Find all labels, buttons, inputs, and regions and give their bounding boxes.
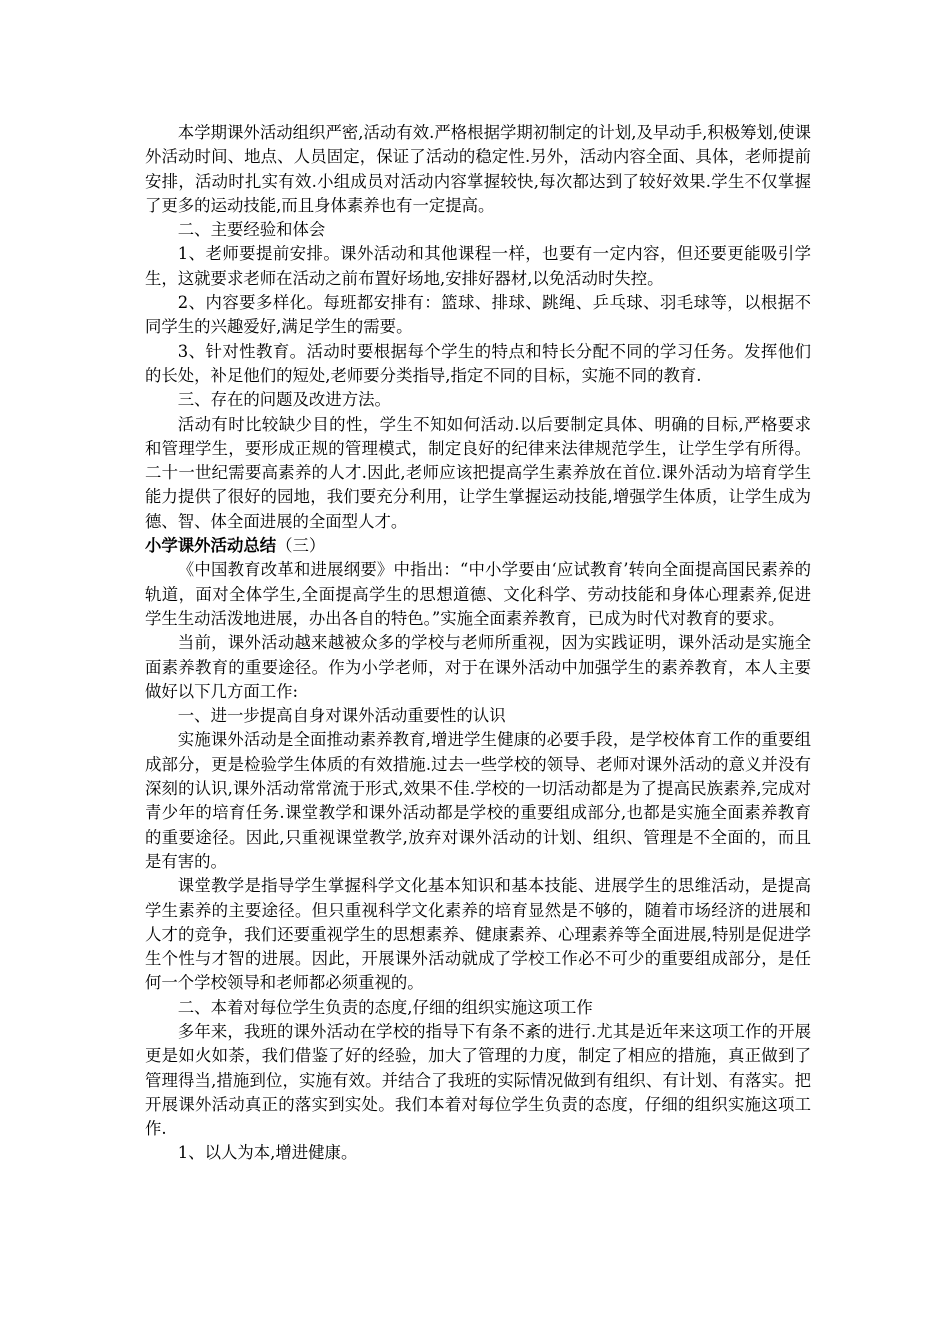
section-title-suffix: （三）: [276, 536, 326, 556]
paragraph: 《中国教育改革和进展纲要》中指出：“中小学要由‘应试教育’转向全面提高国民素养的轨道，面对全体学生,全面提高学生的思想道德、文化科学、劳动技能和身体心理素养,促进学生生动活泼地进展，办出各自的特色。”实施全面素养教育，已成为时代对教育的要求。: [145, 560, 811, 628]
subheading: 一、进一步提高自身对课外活动重要性的认识: [177, 706, 506, 726]
paragraph: 3、针对性教育。活动时要根据每个学生的特点和特长分配不同的学习任务。发挥他们的长处，补足他们的短处,老师要分类指导,指定不同的目标，实施不同的教育.: [145, 341, 811, 385]
paragraph: 实施课外活动是全面推动素养教育,增进学生健康的必要手段，是学校体育工作的重要组成部分，更是检验学生体质的有效措施.过去一些学校的领导、老师对课外活动的意义并没有深刻的认识,课外活动常常流于形式,效果不佳.学校的一切活动都是为了提高民族素养,完成对青少年的培育任务.课堂教学和课外活动都是学校的重要组成部分,也都是实施全面素养教育的重要途径。因此,只重视课堂教学,放弃对课外活动的计划、组织、管理是不全面的，而且是有害的。: [145, 730, 811, 871]
paragraph: 本学期课外活动组织严密,活动有效.严格根据学期初制定的计划,及早动手,积极筹划,使课外活动时间、地点、人员固定，保证了活动的稳定性.另外，活动内容全面、具体，老师提前安排，活动时扎实有效.小组成员对活动内容掌握较快,每次都达到了较好效果.学生不仅掌握了更多的运动技能,而且身体素养也有一定提高。: [145, 123, 811, 215]
paragraph: 1、老师要提前安排。课外活动和其他课程一样，也要有一定内容，但还要更能吸引学生，这就要求老师在活动之前布置好场地,安排好器材,以免活动时失控。: [145, 244, 811, 288]
subheading: 二、本着对每位学生负责的态度,仔细的组织实施这项工作: [177, 997, 593, 1017]
subheading: 三、存在的问题及改进方法。: [177, 390, 391, 410]
section-title-text: 小学课外活动总结: [145, 536, 277, 556]
paragraph: 2、内容要多样化。每班都安排有：篮球、排球、跳绳、乒乓球、羽毛球等，以根据不同学生的兴趣爱好,满足学生的需要。: [145, 293, 811, 337]
document-body: [145, 121, 811, 1166]
subheading: 1、以人为本,增进健康。: [177, 1143, 358, 1163]
paragraph: 多年来，我班的课外活动在学校的指导下有条不紊的进行.尤其是近年来这项工作的开展更是如火如荼，我们借鉴了好的经验，加大了管理的力度，制定了相应的措施，真正做到了管理得当,措施到位，实施有效。并结合了我班的实际情况做到有组织、有计划、有落实。把开展课外活动真正的落实到实处。我们本着对每位学生负责的态度，仔细的组织实施这项工作.: [145, 1021, 811, 1139]
section-title: [145, 534, 811, 558]
subheading: 二、主要经验和体会: [177, 220, 326, 240]
paragraph: 活动有时比较缺少目的性，学生不知如何活动.以后要制定具体、明确的目标,严格要求和管理学生，要形成正规的管理模式，制定良好的纪律来法律规范学生，让学生学有所得。二十一世纪需要高素养的人才.因此,老师应该把提高学生素养放在首位.课外活动为培育学生能力提供了很好的园地，我们要充分利用，让学生掌握运动技能,增强学生体质，让学生成为德、智、体全面进展的全面型人才。: [145, 414, 811, 531]
paragraph: 当前，课外活动越来越被众多的学校与老师所重视，因为实践证明，课外活动是实施全面素养教育的重要途径。作为小学老师，对于在课外活动中加强学生的素养教育，本人主要做好以下几方面工作:: [145, 633, 811, 701]
paragraph: 课堂教学是指导学生掌握科学文化基本知识和基本技能、进展学生的思维活动，是提高学生素养的主要途径。但只重视科学文化素养的培育显然是不够的，随着市场经济的进展和人才的竞争，我们还要重视学生的思想素养、健康素养、心理素养等全面进展,特别是促进学生个性与才智的进展。因此，开展课外活动就成了学校工作必不可少的重要组成部分，是任何一个学校领导和老师都必须重视的。: [145, 876, 811, 993]
